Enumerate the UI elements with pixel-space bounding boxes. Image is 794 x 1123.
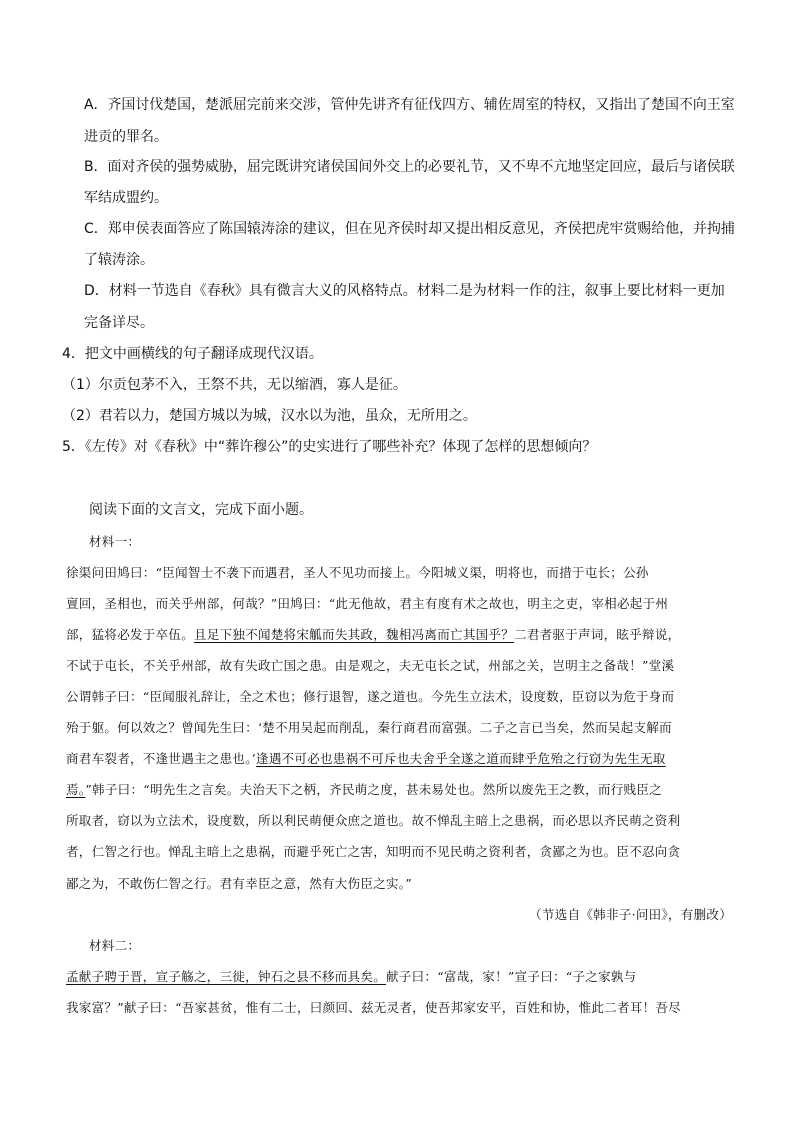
question-4-title: 4．把文中画横线的句子翻译成现代汉语。: [62, 346, 323, 362]
reading-instruction: 阅读下面的文言文，完成下面小题。: [89, 502, 313, 518]
option-b-line-2: 军结成盟约。: [84, 190, 168, 206]
material-1-line-3: [66, 625, 680, 645]
text-segment: ”韩子曰：“明先生之言矣。夫治天下之柄，齐民萌之度，甚未易处也。然所以废先王之教，而行贱臣之: [85, 782, 662, 797]
option-b-line-1: B．面对齐侯的强势威胁，屈完既讲究诸侯国间外交上的必要礼节，又不卑不亢地坚定回应，最后与诸侯联: [84, 159, 735, 175]
material-1-line-2: 亶回，圣相也，而关乎州部，何哉？”田鸠曰：“此无他故，君主有度有术之故也，明主之吏，宰相必起于州: [66, 596, 669, 611]
material-1-line-5: 公谓韩子曰：“臣闻服礼辞让，全之术也；修行退智，遂之道也。今先生立法术，设度数，臣窃以为危于身而: [66, 689, 675, 704]
underlined-sentence-3: 孟献子聘于晋，宣子觞之，三徙，钟石之县不移而具矣。: [66, 969, 387, 984]
material-1-line-4: 不试于屯长，不关乎州部，故有失政亡国之患。由是观之，夫无屯长之试，州部之关，岂明主之备哉！”堂溪: [66, 658, 675, 673]
question-4-sentence-1: （1）尔贡包茅不入，王祭不共，无以缩酒，寡人是征。: [62, 377, 407, 393]
material-2-line-2: 我家富？”献子曰：“吾家甚贫，惟有二士，曰颜回、兹无灵者，使吾邦家安平，百姓和协，惟此二者耳！吾尽: [66, 1000, 681, 1015]
underlined-sentence-2-end: 焉。: [66, 782, 86, 797]
material-2-line-1: [66, 967, 637, 987]
underlined-sentence-1: 且足下独不闻楚将宋觚而失其政，魏相冯离而亡其国乎？: [194, 627, 515, 642]
material-1-line-8: [66, 780, 662, 800]
question-5-title: 5．《左传》对《春秋》中“葬许穆公”的史实进行了哪些补充？体现了怎样的思想倾向？: [62, 439, 597, 455]
material-1-line-6: 殆于躯。何以效之？曾闻先生曰：‘楚不用吴起而削乱，秦行商君而富强。二子之言已当矣，然而吴起支解而: [66, 720, 672, 735]
option-a-line-2: 进贡的罪名。: [84, 129, 168, 145]
material-2-label: 材料二：: [89, 938, 141, 953]
material-1-line-10: 者，仁智之行也。惮乱主暗上之患祸，而避乎死亡之害，知明而不见民萌之资利者，贪鄙之为也。臣不忍向贪: [66, 844, 681, 859]
option-d-line-1: D．材料一节选自《春秋》具有微言大义的风格特点。材料二是为材料一作的注，叙事上要比材料一更加: [84, 283, 725, 299]
material-1-line-9: 所取者，窃以为立法术，设度数，所以利民萌便众庶之道也。故不惮乱主暗上之患祸，而必思以齐民萌之资利: [66, 813, 681, 828]
underlined-sentence-2: 逢遇不可必也患祸不可斥也夫舍乎全遂之道而肆乎危殆之行窃为先生无取: [256, 751, 666, 766]
option-c-line-2: 了辕涛涂。: [84, 252, 154, 268]
source-citation: （节选自《韩非子·问田》，有删改）: [529, 907, 732, 922]
material-1-line-7: [66, 749, 666, 769]
text-segment: 商君车裂者，不逢世遇主之患也。’: [66, 751, 257, 766]
text-segment: 二君者驱于声词，眩乎辩说，: [514, 627, 681, 642]
option-d-line-2: 完备详尽。: [84, 315, 154, 331]
material-1-label: 材料一：: [89, 534, 141, 549]
material-1-line-11: 鄙之为，不敢伤仁智之行。君有幸臣之意，然有大伤臣之实。”: [66, 876, 413, 891]
option-c-line-1: C．郑申侯表面答应了陈国辕涛涂的建议，但在见齐侯时却又提出相反意见，齐侯把虎牢赏赐给他，并拘捕: [84, 221, 735, 237]
text-segment: 部，猛将必发于卒伍。: [66, 627, 195, 642]
text-segment: 献子曰：“富哉，家！”宣子曰：“子之家孰与: [386, 969, 637, 984]
question-4-sentence-2: （2）君若以力，楚国方城以为城，汉水以为池，虽众，无所用之。: [62, 408, 477, 424]
material-1-line-1: 徐渠问田鸠曰：“臣闻智士不袭下而遇君，圣人不见功而接上。今阳城义渠，明将也，而措于屯长；公孙: [66, 565, 649, 580]
option-a-line-1: A．齐国讨伐楚国，楚派屈完前来交涉，管仲先讲齐有征伐四方、辅佐周室的特权，又指出了楚国不向王室: [84, 97, 735, 113]
